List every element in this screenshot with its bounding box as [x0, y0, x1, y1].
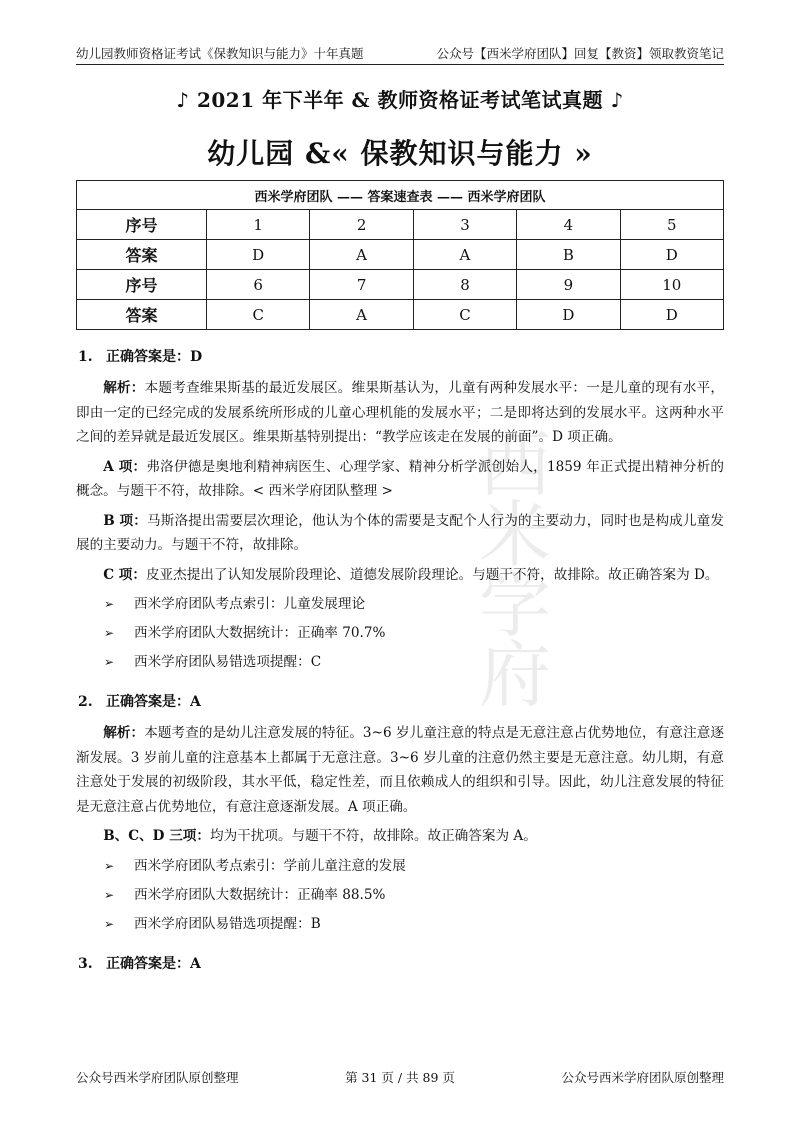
paragraph-label: C 项：	[103, 566, 146, 583]
page-number: 第 31 页 / 共 89 页	[345, 1070, 455, 1085]
table-cell: 2	[310, 210, 413, 240]
table-cell: A	[413, 240, 516, 270]
list-item	[104, 883, 724, 907]
table-row	[77, 300, 724, 330]
arrow-bullet-icon: ➢	[104, 597, 115, 611]
row-label-number: 序号	[77, 270, 207, 300]
question-heading	[78, 953, 724, 975]
paragraph-text: 弗洛伊德是奥地利精神病医生、心理学家、精神分析学派创始人，1859 年正式提出精神分析的概念。与题干不符，故排除。< 西米学府团队整理 >	[76, 458, 725, 499]
list-item	[104, 650, 724, 674]
list-item	[104, 854, 724, 878]
paragraph-text: 均为干扰项。与题干不符，故排除。故正确答案为 A。	[210, 828, 537, 844]
table-cell: C	[207, 300, 310, 330]
subject-title: 幼儿园 &« 保教知识与能力 »	[207, 137, 593, 170]
paragraph-label: 解析：	[103, 380, 145, 396]
paragraph-label: B、C、D 三项：	[103, 828, 210, 844]
table-cell: D	[620, 300, 723, 330]
table-cell: B	[517, 240, 620, 270]
watermark-char: 府	[478, 633, 552, 717]
bullet-text: 西米学府团队易错选项提醒：B	[134, 915, 321, 932]
table-cell: 9	[517, 270, 620, 300]
table-cell: A	[310, 300, 413, 330]
watermark-char: 学	[478, 563, 552, 647]
table-row	[77, 210, 724, 240]
table-cell: 1	[207, 210, 310, 240]
paragraph-text: 本题考查的是幼儿注意发展的特征。3~6 岁儿童注意的特点是无意注意占优势地位，有意注意逐渐发展。3 岁前儿童的注意基本上都属于无意注意。3~6 岁儿童的注意仍然主要是无意注意。幼儿期，有意注意处于发展的初级阶段，其水平低，稳定性差，而且依赖成人的组织和引导。因此，幼儿注意发展的特征是无意注意占优势地位，有意注意逐渐发展。A 项正确。	[76, 725, 724, 815]
header-right-text: 公众号【西米学府团队】回复【教资】领取教资笔记	[436, 46, 724, 61]
table-cell: 7	[310, 270, 413, 300]
question-heading	[78, 346, 724, 368]
option-paragraph	[76, 455, 724, 504]
footer-left-text: 公众号西米学府团队原创整理	[76, 1070, 239, 1085]
answer-table	[76, 180, 724, 330]
table-cell: D	[517, 300, 620, 330]
question-heading	[78, 691, 724, 713]
watermark-char: 西	[478, 423, 552, 507]
bullet-text: 西米学府团队考点索引：学前儿童注意的发展	[134, 857, 406, 874]
question-answer: 正确答案是：A	[106, 955, 201, 972]
analysis-paragraph	[76, 721, 724, 819]
option-paragraph	[76, 509, 724, 558]
table-row	[77, 270, 724, 300]
table-cell: D	[620, 240, 723, 270]
list-item	[104, 621, 724, 645]
question-answer: 正确答案是：A	[106, 694, 201, 710]
list-item	[104, 912, 724, 936]
bullet-text: 西米学府团队大数据统计：正确率 70.7%	[134, 625, 386, 641]
watermark-char: 米	[478, 493, 552, 577]
bullet-text: 西米学府团队大数据统计：正确率 88.5%	[134, 886, 386, 903]
bullet-text: 西米学府团队考点索引：儿童发展理论	[134, 596, 366, 612]
paragraph-label: A 项：	[103, 458, 147, 475]
arrow-bullet-icon: ➢	[104, 916, 115, 931]
table-cell: 6	[207, 270, 310, 300]
question-number: 3.	[78, 955, 93, 972]
option-paragraph	[76, 824, 724, 849]
table-cell: 8	[413, 270, 516, 300]
header-left-text: 幼儿园教师资格证考试《保教知识与能力》十年真题	[76, 46, 364, 61]
table-cell: 5	[620, 210, 723, 240]
list-item	[104, 592, 724, 616]
footer-right-text: 公众号西米学府团队原创整理	[561, 1070, 724, 1085]
paragraph-text: 本题考查维果斯基的最近发展区。维果斯基认为，儿童有两种发展水平：一是儿童的现有水平，即由一定的已经完成的发展系统所形成的儿童心理机能的发展水平；二是即将达到的发展水平。这两种水平之间的差异就是最近发展区。维果斯基特别提出：“教学应该走在发展的前面”。D 项正确。	[76, 380, 725, 445]
arrow-bullet-icon: ➢	[104, 887, 115, 902]
table-cell: 4	[517, 210, 620, 240]
option-paragraph	[76, 563, 724, 588]
table-cell: 10	[620, 270, 723, 300]
table-cell: D	[207, 240, 310, 270]
table-cell: 3	[413, 210, 516, 240]
arrow-bullet-icon: ➢	[104, 858, 115, 873]
paragraph-label: B 项：	[103, 512, 148, 529]
table-row	[77, 240, 724, 270]
table-cell: C	[413, 300, 516, 330]
row-label-number: 序号	[77, 210, 207, 240]
bullet-text: 西米学府团队易错选项提醒：C	[134, 654, 322, 670]
row-label-answer: 答案	[77, 300, 207, 330]
question-answer: 正确答案是：D	[106, 349, 203, 365]
table-cell: A	[310, 240, 413, 270]
question-number: 2.	[78, 694, 93, 710]
analysis-paragraph	[76, 376, 724, 450]
paragraph-text: 马斯洛提出需要层次理论，他认为个体的需要是支配个人行为的主要动力，同时也是构成儿童发展的主要动力。与题干不符，故排除。	[76, 512, 724, 553]
row-label-answer: 答案	[77, 240, 207, 270]
paragraph-text: 皮亚杰提出了认知发展阶段理论、道德发展阶段理论。与题干不符，故排除。故正确答案为 D。	[145, 566, 719, 583]
arrow-bullet-icon: ➢	[104, 655, 115, 669]
paragraph-label: 解析：	[103, 725, 145, 741]
arrow-bullet-icon: ➢	[104, 626, 115, 640]
answer-table-caption: 西米学府团队 —— 答案速查表 —— 西米学府团队	[77, 181, 724, 210]
page-header	[76, 42, 724, 65]
exam-title: ♪ 2021 年下半年 & 教师资格证考试笔试真题 ♪	[176, 88, 624, 112]
answer-explanations	[76, 346, 724, 983]
question-number: 1.	[78, 349, 93, 365]
page-footer	[76, 1068, 724, 1086]
